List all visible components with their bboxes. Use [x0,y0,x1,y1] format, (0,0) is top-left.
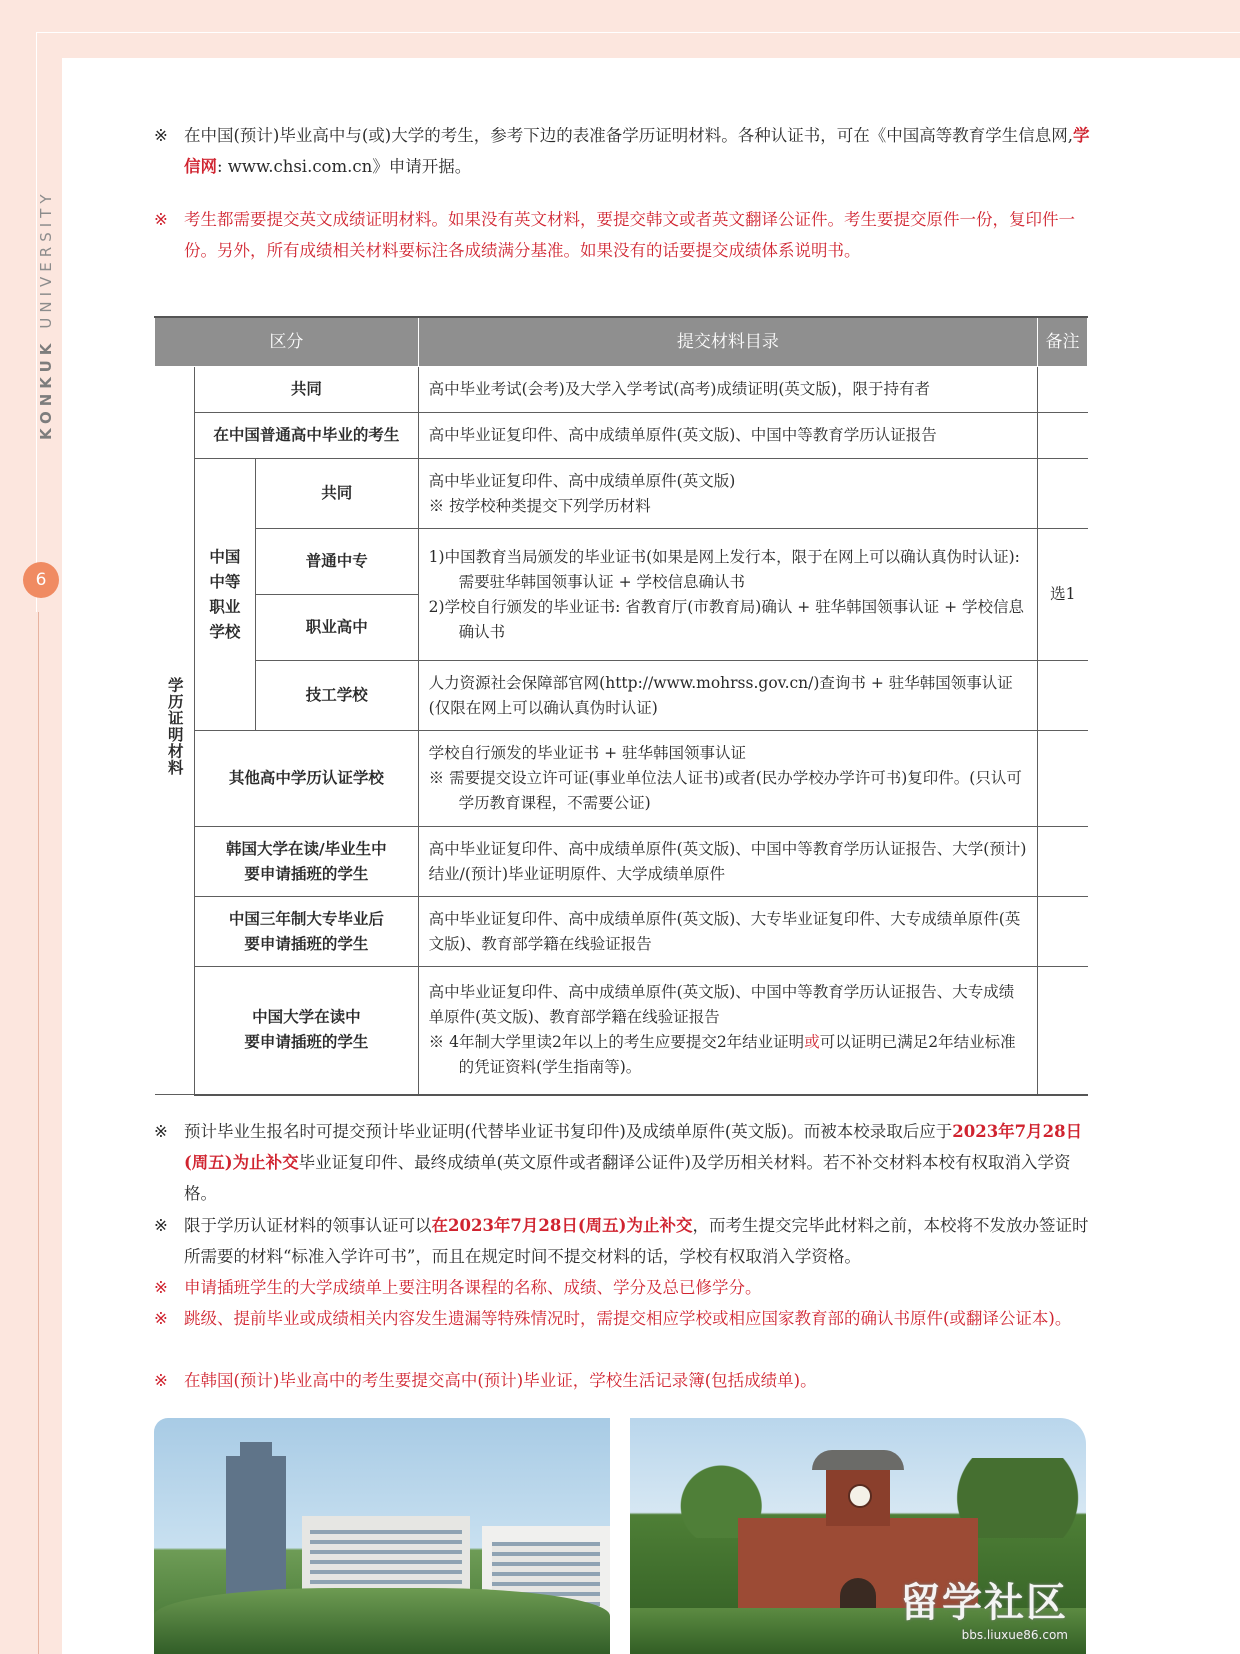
table-row [155,827,1088,897]
label-line: 要申请插班的学生 [244,934,369,953]
row-content [418,731,1037,827]
header-category: 区分 [155,317,419,367]
content-line [429,1030,1027,1080]
note-highlight: 学信网 [184,126,1090,176]
label-line: 要申请插班的学生 [244,864,369,883]
requirements-table [154,316,1088,1096]
row-content: 高中毕业证复印件、高中成绩单原件(英文版)、中国中等教育学历认证报告 [418,413,1037,459]
row-remark [1038,367,1088,413]
row-label: 在中国普通高中毕业的考生 [194,413,418,459]
row-content [418,459,1037,529]
row-remark [1038,827,1088,897]
row-remark: 选1 [1038,529,1088,661]
group-label [155,367,195,1095]
vocational-label-text: 中国中等职业学校 [209,547,241,641]
table-row [155,731,1088,827]
content-text: ※ 4年制大学里读2年以上的考生应要提交2年结业证明 [428,1033,805,1052]
note-text: 限于学历认证材料的领事认证可以 [184,1216,432,1235]
note-mark: ※ [154,210,168,229]
note-mark: ※ [154,1371,168,1390]
campus-photo-buildings [154,1418,610,1654]
brand-light: UNIVERSITY [37,189,55,329]
note-text: : www.chsi.com.cn》申请开据。 [217,157,472,176]
margin-rule [38,612,39,1654]
table-row [155,661,1088,731]
table-header-row [155,317,1088,367]
page-number: 6 [23,562,59,598]
content-text: 可以证明已满足2年结业标准的凭证资料(学生指南等)。 [458,1033,1016,1077]
content-line: 高中毕业证复印件、高中成绩单原件(英文版)、中国中等教育学历认证报告、大专成绩单原件(英文版)、教育部学籍在线验证报告 [428,983,1015,1027]
table-row [155,967,1088,1095]
row-label: 共同 [194,367,418,413]
note-text: 考生都需要提交英文成绩证明材料。如果没有英文材料，要提交韩文或者英文翻译公证件。考生要提交原件一份，复印件一份。另外，所有成绩相关材料要标注各成绩满分基准。如果没有的话要提交成绩体系说明书。 [184,210,1075,260]
row-remark [1038,413,1088,459]
row-label: 技工学校 [255,661,418,731]
note-expected-graduate [154,1116,1090,1209]
content-line: ※ 按学校种类提交下列学历材料 [428,496,651,515]
label-line: 中国三年制大专毕业后 [228,909,384,928]
content-text-red: 或 [804,1033,820,1052]
note-mark: ※ [154,1122,168,1141]
watermark-logo-text: 留学社区 [900,1580,1068,1626]
table-row [155,529,1088,595]
note-mark: ※ [154,1278,168,1297]
note-korea-highschool [154,1365,1090,1396]
university-vertical-title [37,190,55,440]
row-label: 共同 [255,459,418,529]
watermark-url: bbs.liuxue86.com [961,1628,1068,1642]
row-content: 高中毕业证复印件、高中成绩单原件(英文版)、中国中等教育学历认证报告、大学(预计)结业/(预计)毕业证明原件、大学成绩单原件 [418,827,1037,897]
note-transfer-transcript [154,1272,1090,1303]
content-line: 学校自行颁发的毕业证书 + 驻华韩国领事认证 [428,744,747,762]
label-line: 中国大学在读中 [252,1008,361,1027]
row-label: 职业高中 [255,595,418,661]
note-mark: ※ [154,1309,168,1328]
note-text: 在韩国(预计)毕业高中的考生要提交高中(预计)毕业证，学校生活记录簿(包括成绩单)。 [184,1371,817,1390]
row-remark [1038,897,1088,967]
row-label: 普通中专 [255,529,418,595]
row-content: 高中毕业证复印件、高中成绩单原件(英文版)、大专毕业证复印件、大专成绩单原件(英文版)、教育部学籍在线验证报告 [418,897,1037,967]
label-line: 韩国大学在读/毕业生中 [225,839,387,858]
group-label-text: 学历证明材料 [165,677,184,776]
content-line: 1)中国教育当局颁发的毕业证书(如果是网上发行本，限于在网上可以确认真伪时认证): 需要驻华韩国领事认证 + 学校信息确认书 [428,547,1020,591]
note-text: 毕业证复印件、最终成绩单(英文原件或者翻译公证件)及学历相关材料。若不补交材料本校有权取消入学资格。 [184,1153,1071,1203]
note-text: 申请插班学生的大学成绩单上要注明各课程的名称、成绩、学分及总已修学分。 [184,1278,762,1297]
campus-photo-brick-hall [630,1418,1086,1654]
note-special-cases [154,1303,1090,1334]
row-remark [1038,459,1088,529]
note-text: 在中国(预计)毕业高中与(或)大学的考生，参考下边的表准备学历证明材料。各种认证书，可在《中国高等教育学生信息网, [184,126,1073,145]
row-label [194,967,418,1095]
note-english-transcript [154,204,1090,266]
note-chsi [154,120,1090,182]
table-row [155,413,1088,459]
row-remark [1038,967,1088,1095]
content-line: 高中毕业证复印件、高中成绩单原件(英文版) [428,471,736,490]
note-mark: ※ [154,126,168,145]
vocational-label [194,459,255,731]
note-mark: ※ [154,1216,168,1235]
header-remarks: 备注 [1038,317,1088,367]
row-remark [1038,731,1088,827]
brand-bold: KONKUK [37,338,55,440]
header-materials: 提交材料目录 [418,317,1037,367]
row-content [418,967,1037,1095]
content-line: ※ 需要提交设立许可证(事业单位法人证书)或者(民办学校办学许可书)复印件。(只认可学历教育课程，不需要公证) [428,769,1022,812]
row-label: 其他高中学历认证学校 [194,731,418,827]
note-text: 预计毕业生报名时可提交预计毕业证明(代替毕业证书复印件)及成绩单原件(英文版)。而被本校录取后应于 [184,1122,953,1141]
note-consular-cert [154,1210,1090,1272]
row-content [418,529,1037,661]
table-row [155,367,1088,413]
note-deadline: 2023年7月28日(周五)为止补交 [184,1122,1083,1172]
content-line: 2)学校自行颁发的毕业证书: 省教育厅(市教育局)确认 + 驻华韩国领事认证 + 学校信息确认书 [428,597,1025,641]
row-content: 高中毕业考试(会考)及大学入学考试(高考)成绩证明(英文版)，限于持有者 [418,367,1037,413]
watermark [900,1571,1068,1642]
label-line: 要申请插班的学生 [244,1033,369,1052]
note-text: 跳级、提前毕业或成绩相关内容发生遗漏等特殊情况时，需提交相应学校或相应国家教育部的确认书原件(或翻译公证本)。 [184,1309,1072,1328]
table-row [155,897,1088,967]
row-label [194,897,418,967]
note-text: ，而考生提交完毕此材料之前，本校将不发放办签证时所需要的材料“标准入学许可书”，而且在规定时间不提交材料的话，学校有权取消入学资格。 [184,1216,1089,1266]
row-label [194,827,418,897]
row-content: 人力资源社会保障部官网(http://www.mohrss.gov.cn/)查询书 + 驻华韩国领事认证(仅限在网上可以确认真伪时认证) [418,661,1037,731]
note-deadline: 在2023年7月28日(周五)为止补交 [431,1216,693,1235]
table-row [155,459,1088,529]
row-remark [1038,661,1088,731]
frame-line [36,32,1240,33]
